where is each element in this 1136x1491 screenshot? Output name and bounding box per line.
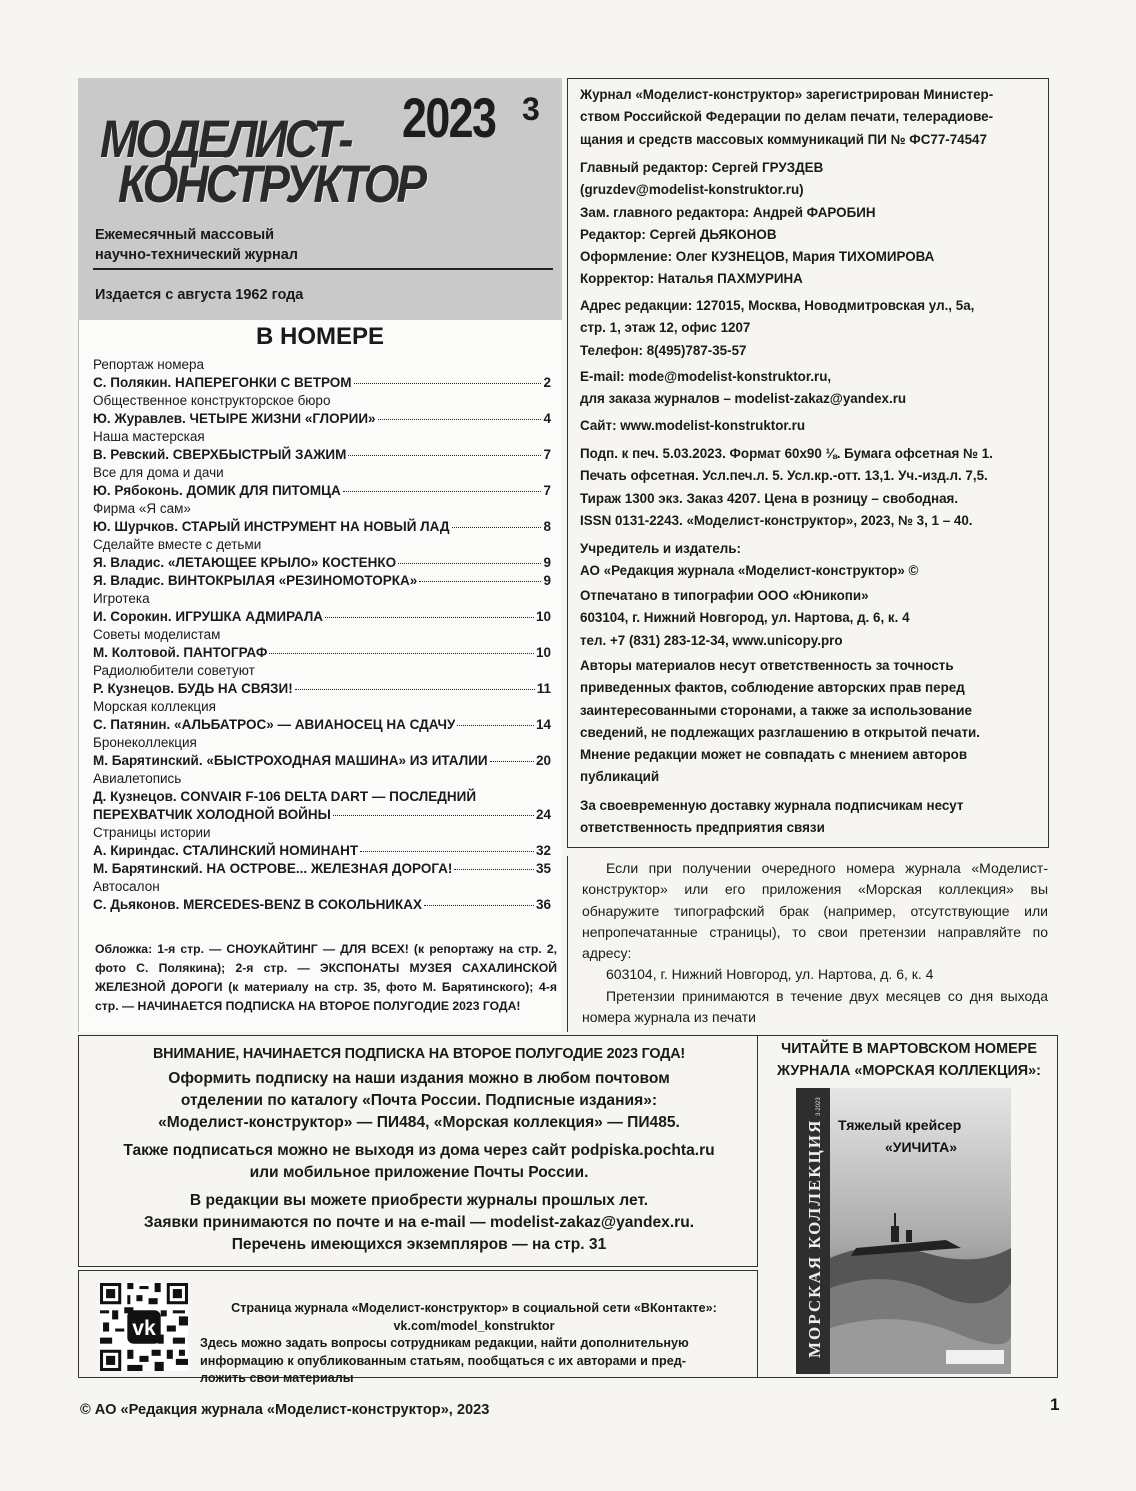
toc-rubric: Советы моделистам	[93, 627, 221, 642]
toc-rubric: Сделайте вместе с детьми	[93, 537, 262, 552]
toc-rubric: Морская коллекция	[93, 699, 216, 714]
toc-entry-title: Р. Кузнецов. БУДЬ НА СВЯЗИ!	[93, 681, 293, 696]
toc-rubric: Все для дома и дачи	[93, 465, 224, 480]
complaint-address: 603104, г. Нижний Новгород, ул. Нартова, д. 6, к. 4	[606, 966, 934, 983]
imprint-line: Адрес редакции: 127015, Москва, Новодмитровская ул., 5а,	[580, 298, 975, 313]
subscription-line: или мобильное приложение Почты России.	[249, 1164, 589, 1181]
imprint-line: За своевременную доставку журнала подписчикам несут	[580, 798, 964, 813]
toc-entry-title: В. Ревский. СВЕРХБЫСТРЫЙ ЗАЖИМ	[93, 447, 347, 462]
toc-entry[interactable]	[93, 608, 551, 626]
imprint-email	[580, 366, 1042, 411]
toc-rubric: Радиолюбители советуют	[93, 663, 255, 678]
toc-page-number: 10	[535, 609, 551, 624]
cover-spine-title: МОРСКАЯ КОЛЛЕКЦИЯ	[805, 1118, 824, 1358]
imprint-line: Журнал «Моделист-конструктор» зарегистрирован Министер-	[580, 87, 994, 102]
toc-leader-dots	[333, 815, 534, 816]
imprint-line: Авторы материалов несут ответственность за точность	[580, 658, 954, 673]
toc-leader-dots	[343, 491, 542, 492]
toc-entry-title: С. Полякин. НАПЕРЕГОНКИ С ВЕТРОМ	[93, 375, 352, 390]
imprint-line: Редактор: Сергей ДЬЯКОНОВ	[580, 226, 777, 242]
imprint-line: стр. 1, этаж 12, офис 1207	[580, 320, 751, 336]
subscription-line: «Моделист-конструктор» — ПИ484, «Морская коллекция» — ПИ485.	[158, 1114, 680, 1131]
imprint-line: Подп. к печ. 5.03.2023. Формат 60х90 ⅛. Бумага офсетная № 1.	[580, 446, 993, 461]
subtitle-line: Ежемесячный массовый	[95, 227, 275, 243]
masthead-divider	[93, 268, 553, 270]
toc-entry[interactable]	[93, 374, 551, 392]
published-since: Издается с августа 1962 года	[95, 287, 304, 303]
toc-entry-title: Я. Владис. ВИНТОКРЫЛАЯ «РЕЗИНОМОТОРКА»	[93, 573, 418, 588]
imprint-printer	[580, 585, 1042, 652]
imprint-line: Мнение редакции может не совпадать с мнением авторов	[580, 747, 968, 763]
toc-entry-title: Ю. Рябоконь. ДОМИК ДЛЯ ПИТОМЦА	[93, 483, 341, 498]
toc-rubric: Наша мастерская	[93, 429, 205, 444]
toc-rubric: Автосалон	[93, 879, 160, 894]
logo-title-line1: МОДЕЛИСТ-	[100, 108, 351, 169]
social-link[interactable]: vk.com/model_konstruktor	[393, 1318, 555, 1333]
imprint-line: ответственность предприятия связи	[580, 820, 825, 836]
imprint-line: Корректор: Наталья ПАХМУРИНА	[580, 271, 803, 287]
imprint-line: сведений, не подлежащих разглашению в открытой печати.	[580, 724, 980, 740]
toc-entry[interactable]	[93, 518, 551, 536]
imprint-site: Сайт: www.modelist-konstruktor.ru	[580, 418, 806, 433]
toc-page-number: 4	[543, 411, 551, 426]
magazine-subtitle	[95, 225, 495, 265]
subscription-heading: ВНИМАНИЕ, НАЧИНАЕТСЯ ПОДПИСКА НА ВТОРОЕ ПОЛУГОДИЕ 2023 ГОДА!	[152, 1046, 685, 1062]
toc-entry[interactable]	[93, 572, 551, 590]
toc-entry[interactable]	[93, 482, 551, 500]
contents-title: В НОМЕРЕ	[255, 323, 384, 350]
cover-note: Обложка: 1-я стр. — СНОУКАЙТИНГ — ДЛЯ ВСЕХ! (к репортажу на стр. 2, фото С. Полякина); 2-я стр. — ЭКСПОНАТЫ МУЗЕЯ САХАЛИНСКОЙ ЖЕЛЕЗНОЙ ДОРОГИ (к материалу на стр. 35, фото М. Барятинского); 4-я стр. — НАЧИНАЕТСЯ ПОДПИСКА НА ВТОРОЕ ПОЛУГОДИЕ 2023 ГОДА!	[95, 942, 557, 1013]
social-desc-line: Здесь можно задать вопросы сотрудникам редакции, найти дополнительную	[200, 1336, 689, 1350]
toc-leader-dots	[490, 761, 534, 762]
svg-text:vk: vk	[132, 1316, 156, 1341]
table-of-contents	[93, 356, 551, 914]
imprint-line: Тираж 1300 экз. Заказ 4207. Цена в розницу – свободная.	[580, 490, 959, 506]
imprint-line: E-mail: mode@modelist-konstruktor.ru,	[580, 369, 832, 384]
sea-collection-heading	[764, 1038, 1054, 1082]
imprint-line: ством Российской Федерации по делам печати, телерадиове-	[580, 109, 994, 125]
toc-rubric: Фирма «Я сам»	[93, 501, 191, 516]
toc-leader-dots	[295, 689, 535, 690]
toc-entry-title: М. Барятинский. НА ОСТРОВЕ... ЖЕЛЕЗНАЯ ДОРОГА!	[93, 861, 453, 876]
toc-leader-dots	[452, 527, 542, 528]
toc-page-number: 11	[536, 681, 551, 696]
subscription-notice	[85, 1046, 753, 1262]
imprint-line: 603104, г. Нижний Новгород, ул. Нартова, д. 6, к. 4	[580, 610, 910, 626]
imprint-line: заинтересованными сторонами, а также за использование	[580, 702, 972, 718]
issue-year: 2023	[402, 86, 496, 149]
qr-code-icon	[100, 1283, 188, 1371]
imprint-staff	[580, 157, 1042, 291]
toc-entry-title: И. Сорокин. ИГРУШКА АДМИРАЛА	[93, 609, 324, 624]
imprint-line: АО «Редакция журнала «Моделист-конструктор» ©	[580, 563, 919, 579]
toc-page-number: 9	[543, 555, 551, 570]
imprint-line: щания и средств массовых коммуникаций ПИ № ФС77-74547	[580, 131, 987, 147]
toc-entry[interactable]	[93, 644, 551, 662]
toc-rubric: Страницы истории	[93, 825, 211, 840]
toc-leader-dots	[419, 581, 541, 582]
toc-entry-title: Ю. Журавлев. ЧЕТЫРЕ ЖИЗНИ «ГЛОРИИ»	[93, 411, 376, 426]
footer-copyright: © АО «Редакция журнала «Моделист-конструктор», 2023	[80, 1402, 490, 1418]
subscription-paragraph	[85, 1140, 753, 1184]
toc-entry-title: ПЕРЕХВАТЧИК ХОЛОДНОЙ ВОЙНЫ	[93, 807, 331, 822]
imprint-line: Зам. главного редактора: Андрей ФАРОБИН	[580, 204, 876, 220]
toc-page-number: 7	[543, 483, 551, 498]
imprint-disclaimer	[580, 655, 1042, 789]
toc-entry[interactable]	[93, 680, 551, 698]
toc-page-number: 20	[535, 753, 551, 768]
toc-leader-dots	[325, 617, 534, 618]
toc-leader-dots	[424, 905, 534, 906]
imprint-line: публикаций	[580, 769, 660, 785]
toc-rubric: Авиалетопись	[93, 771, 182, 786]
toc-leader-dots	[398, 563, 541, 564]
subscription-line: Перечень имеющихся экземпляров — на стр. 31	[231, 1236, 607, 1253]
complaint-deadline: Претензии принимаются в течение двух месяцев со дня выхода номера журнала из печати	[582, 987, 1048, 1026]
imprint-line: Главный редактор: Сергей ГРУЗДЕВ	[580, 160, 824, 175]
subscription-line: В редакции вы можете приобрести журналы прошлых лет.	[189, 1192, 649, 1209]
imprint-delivery	[580, 795, 1042, 840]
toc-entry[interactable]	[93, 896, 551, 914]
toc-page-number: 2	[543, 375, 551, 390]
imprint-line: ISSN 0131-2243. «Моделист-конструктор», 2023, № 3, 1 – 40.	[580, 512, 973, 528]
complaint-notice	[582, 858, 1048, 1028]
toc-entry-title: Ю. Шурчков. СТАРЫЙ ИНСТРУМЕНТ НА НОВЫЙ ЛАД	[93, 519, 450, 534]
imprint-line: (gruzdev@modelist-konstruktor.ru)	[580, 182, 804, 198]
social-desc-line: ложить свои материалы	[200, 1371, 354, 1385]
toc-rubric: Общественное конструкторское бюро	[93, 393, 331, 408]
toc-entry[interactable]	[93, 842, 551, 860]
toc-rubric: Игротека	[93, 591, 150, 606]
imprint-registration	[580, 84, 1042, 151]
toc-leader-dots	[457, 725, 534, 726]
social-text	[200, 1300, 748, 1388]
subtitle-line: научно-технический журнал	[95, 247, 298, 263]
imprint-line: Печать офсетная. Усл.печ.л. 5. Усл.кр.-отт. 13,1. Уч.-изд.л. 7,5.	[580, 468, 988, 484]
toc-page-number: 32	[535, 843, 551, 858]
toc-leader-dots	[454, 869, 534, 870]
toc-entry[interactable]	[93, 410, 551, 428]
toc-entry[interactable]	[93, 554, 551, 572]
subscription-line: Также подписаться можно не выходя из дома через сайт podpiska.pochta.ru	[123, 1142, 715, 1159]
toc-entry-title: С. Патянин. «АЛЬБАТРОС» — АВИАНОСЕЦ НА СДАЧУ	[93, 717, 456, 732]
cover-title-line1: Тяжелый крейсер	[838, 1117, 962, 1133]
toc-entry-title: М. Колтовой. ПАНТОГРАФ	[93, 645, 268, 660]
toc-leader-dots	[378, 419, 542, 420]
toc-entry-line: Д. Кузнецов. CONVAIR F-106 DELTA DART — ПОСЛЕДНИЙ	[93, 789, 477, 804]
toc-rubric: Бронеколлекция	[93, 735, 197, 750]
toc-entry[interactable]	[93, 860, 551, 878]
imprint-line: тел. +7 (831) 283-12-34, www.unicopy.pro	[580, 632, 843, 648]
social-intro: Страница журнала «Моделист-конструктор» в социальной сети «ВКонтакте»:	[231, 1301, 717, 1315]
sea-collection-cover	[796, 1088, 1011, 1374]
toc-entry[interactable]	[93, 446, 551, 464]
toc-page-number: 24	[535, 807, 551, 822]
issue-number: 3	[522, 91, 540, 127]
toc-page-number: 35	[535, 861, 551, 876]
cover-issue: 3·2023	[816, 1097, 822, 1116]
toc-entry-title: Я. Владис. «ЛЕТАЮЩЕЕ КРЫЛО» КОСТЕНКО	[93, 555, 397, 570]
imprint-line: приведенных фактов, соблюдение авторских прав перед	[580, 680, 965, 696]
toc-leader-dots	[269, 653, 534, 654]
toc-entry[interactable]	[93, 752, 551, 770]
toc-rubric: Репортаж номера	[93, 357, 205, 372]
toc-entry[interactable]	[93, 716, 551, 734]
subscription-line: Заявки принимаются по почте и на e-mail — modelist-zakaz@yandex.ru.	[143, 1214, 695, 1231]
toc-page-number: 14	[535, 717, 551, 732]
cover-title-line2: «УИЧИТА»	[884, 1139, 958, 1155]
toc-page-number: 7	[543, 447, 551, 462]
toc-page-number: 9	[543, 573, 551, 588]
toc-leader-dots	[354, 383, 542, 384]
imprint-line: Телефон: 8(495)787-35-57	[580, 342, 747, 358]
page-number: 1	[1050, 1395, 1060, 1414]
social-desc-line: информацию к опубликованным статьям, пообщаться с их авторами и пред-	[200, 1353, 686, 1368]
imprint-line: Отпечатано в типографии ООО «Юникопи»	[580, 588, 869, 603]
imprint-line: для заказа журналов – modelist-zakaz@yandex.ru	[580, 391, 907, 407]
subscription-paragraph	[85, 1068, 753, 1134]
toc-leader-dots	[348, 455, 541, 456]
sea-heading-line: ЖУРНАЛА «МОРСКАЯ КОЛЛЕКЦИЯ»:	[777, 1063, 1041, 1079]
sea-heading-line: ЧИТАЙТЕ В МАРТОВСКОМ НОМЕРЕ	[781, 1041, 1037, 1057]
logo-title-line2: КОНСТРУКТОР	[118, 153, 425, 214]
toc-entry[interactable]	[93, 806, 551, 824]
imprint-line: Учредитель и издатель:	[580, 541, 741, 556]
toc-entry-title: М. Барятинский. «БЫСТРОХОДНАЯ МАШИНА» ИЗ ИТАЛИИ	[93, 753, 488, 768]
imprint-address	[580, 295, 1042, 362]
subscription-line: Оформить подписку на наши издания можно в любом почтовом	[168, 1070, 670, 1087]
toc-page-number: 8	[543, 519, 551, 534]
imprint-line: Оформление: Олег КУЗНЕЦОВ, Мария ТИХОМИРОВА	[580, 249, 935, 265]
toc-entry-title: А. Кириндас. СТАЛИНСКИЙ НОМИНАНТ	[93, 843, 359, 858]
subscription-line: отделении по каталогу «Почта России. Подписные издания»:	[180, 1092, 658, 1109]
subscription-paragraph	[85, 1190, 753, 1256]
toc-entry-title: С. Дьяконов. MERCEDES-BENZ В СОКОЛЬНИКАХ	[93, 897, 423, 912]
toc-leader-dots	[360, 851, 534, 852]
imprint-founder	[580, 538, 1042, 583]
complaint-text: Если при получении очередного номера журнала «Моделист-конструктор» или его приложения «Морская коллекция» вы обнаружите типографский брак (например, отсутствующие или непропечатанные страницы), то свои претензии направляйте по адресу:	[582, 860, 1048, 962]
toc-page-number: 10	[535, 645, 551, 660]
toc-page-number: 36	[535, 897, 551, 912]
imprint-print-data	[580, 443, 1042, 532]
